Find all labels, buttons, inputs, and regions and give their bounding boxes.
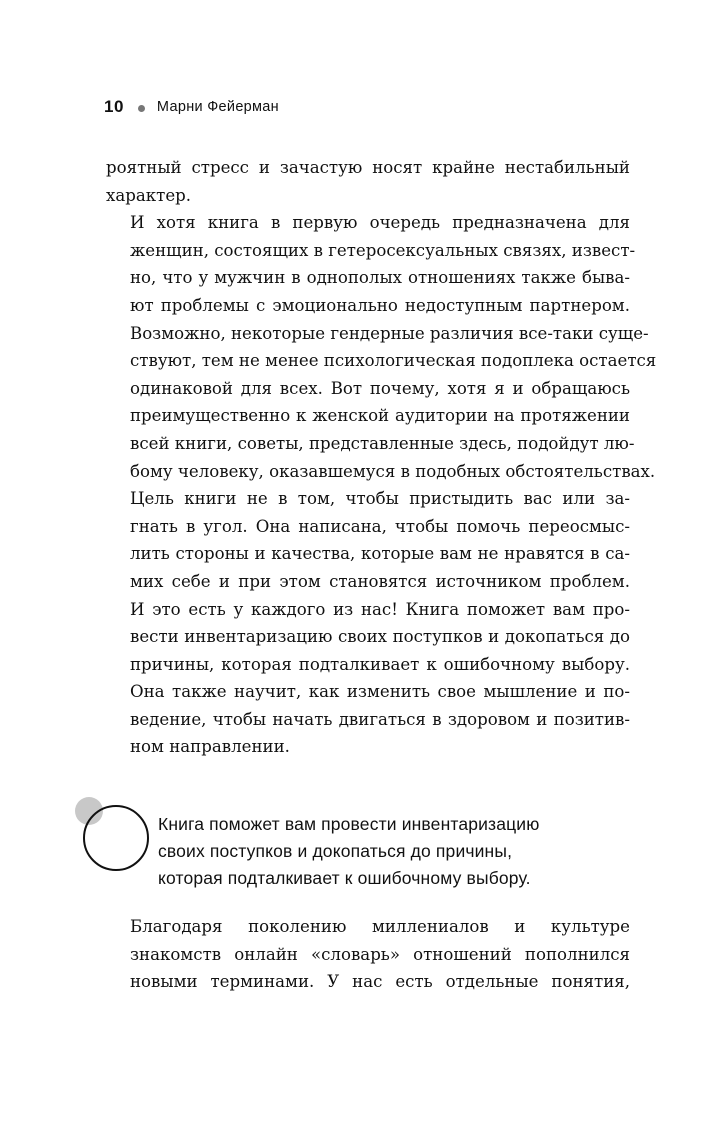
paragraph (106, 913, 630, 996)
text-line: ствуют, тем не менее психологическая подоплека остается (130, 351, 657, 371)
text-line: женщин, состоящих в гетеросексуальных связях, извест- (130, 240, 636, 260)
text-line: И это есть у каждого из нас! Книга поможет вам про- (130, 599, 630, 619)
quote-line: Книга поможет вам провести инвентаризацию (158, 814, 540, 834)
text-line: причины, которая подталкивает к ошибочному выбору. (130, 654, 630, 674)
text-line: всей книги, советы, представленные здесь, подойдут лю- (130, 433, 635, 453)
text-line: ют проблемы с эмоционально недоступным партнером. (130, 295, 630, 315)
text-line: Цель книги не в том, чтобы пристыдить вас или за- (130, 489, 630, 509)
text-line: знакомств онлайн «словарь» отношений пополнился (130, 944, 630, 964)
text-line: вести инвентаризацию своих поступков и докопаться до (130, 627, 630, 647)
paragraph-continued (106, 154, 630, 209)
pull-quote (72, 797, 652, 897)
text-line: мих себе и при этом становятся источником проблем. (130, 571, 630, 591)
text-line: но, что у мужчин в однополых отношениях также быва- (130, 268, 630, 288)
text-line: ном направлении. (130, 737, 290, 757)
page-number: 10 (104, 97, 124, 116)
text-line: одинаковой для всех. Вот почему, хотя я и обращаюсь (130, 378, 630, 398)
paragraph (106, 485, 630, 761)
text-line: лить стороны и качества, которые вам не нравятся в са- (130, 544, 630, 564)
quote-line: своих поступков и докопаться до причины, (158, 841, 513, 861)
paragraph (106, 209, 657, 485)
text-line: И хотя книга в первую очередь предназначена для (130, 213, 630, 233)
running-header (104, 96, 279, 118)
text-line: гнать в угол. Она написана, чтобы помочь переосмыс- (130, 516, 630, 536)
text-line: бому человеку, оказавшемуся в подобных обстоятельствах. (130, 461, 656, 481)
author-name: Марни Фейерман (156, 99, 279, 115)
text-line: Благодаря поколению миллениалов и культуре (130, 917, 630, 936)
text-line: новыми терминами. У нас есть отдельные понятия, (130, 972, 630, 992)
text-line: Она также научит, как изменить свое мышление и по- (130, 682, 630, 702)
quote-line: которая подталкивает к ошибочному выбору. (158, 868, 531, 888)
separator-dot-icon (138, 105, 145, 112)
text-line: роятный стресс и зачастую носят крайне нестабильный (106, 158, 630, 177)
text-line: Возможно, некоторые гендерные различия все-таки суще- (130, 323, 649, 343)
bottom-text-block (106, 913, 630, 996)
text-line: характер. (106, 185, 192, 205)
pull-quote-text (158, 811, 539, 892)
decorative-circle-icon (83, 805, 149, 871)
text-line: ведение, чтобы начать двигаться в здоровом и позитив- (130, 709, 630, 729)
main-text-block (106, 154, 657, 761)
text-line: преимущественно к женской аудитории на протяжении (130, 406, 630, 426)
